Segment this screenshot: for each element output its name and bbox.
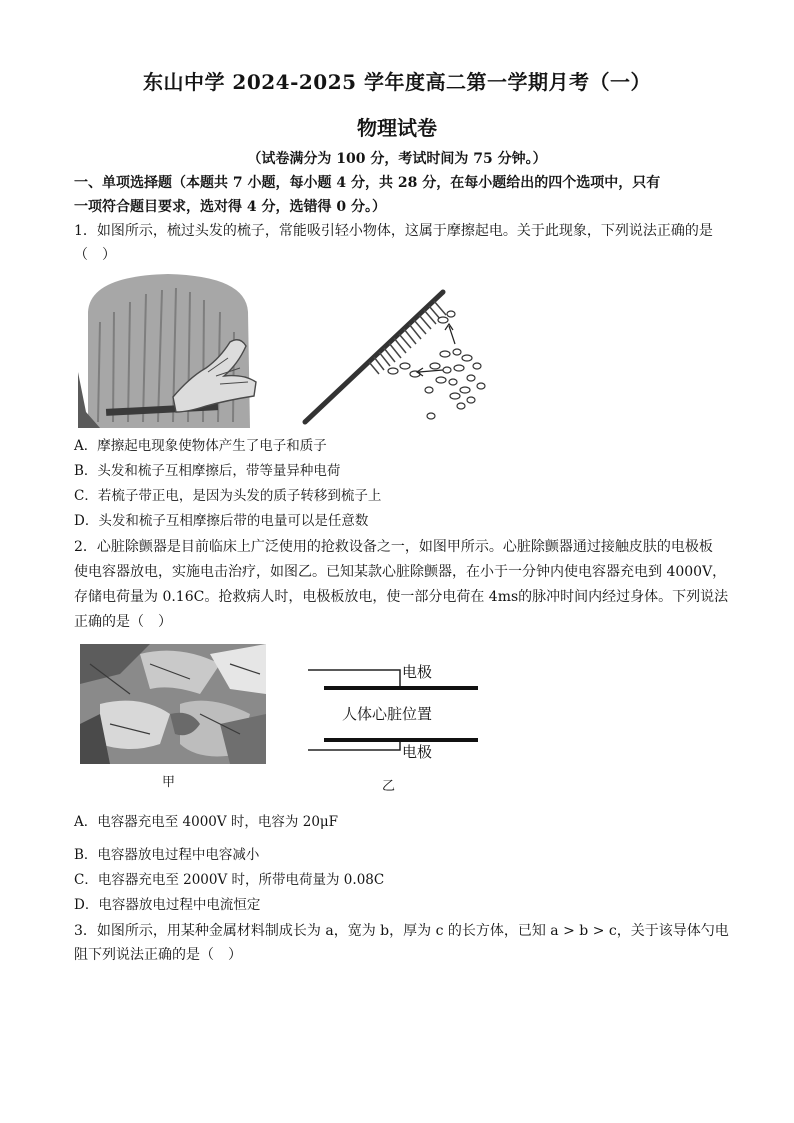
q1-comb-diagram — [295, 282, 495, 432]
exam-title: 东山中学 2024-2025 学年度高二第一学期月考（一） — [142, 70, 652, 94]
exam-note: （试卷满分为 100 分，考试时间为 75 分钟。） — [247, 151, 547, 167]
q2-heart-position-label: 人体心脏位置 — [342, 705, 433, 723]
q1-hair-comb-photo — [78, 272, 264, 428]
q2-option-a: A．电容器充电至 4000V 时，电容为 20μF — [74, 814, 339, 830]
exam-subject: 物理试卷 — [357, 116, 437, 140]
q2-option-c: C．电容器充电至 2000V 时，所带电荷量为 0.08C — [74, 872, 385, 888]
q1-option-c: C．若梳子带正电，是因为头发的质子转移到梳子上 — [74, 488, 382, 504]
q3-stem-line1: 3．如图所示，用某种金属材料制成长为 a，宽为 b，厚为 c 的长方体，已知 a > b > c，关于该导体勺电 — [74, 923, 729, 939]
q2-defibrillator-photo — [80, 644, 266, 764]
q2-stem-line2: 使电容器放电，实施电击治疗，如图乙。已知某款心脏除颤器，在小于一分钟内使电容器充电到 4000V， — [74, 564, 727, 580]
q1-option-b: B．头发和梳子互相摩擦后，带等量异种电荷 — [74, 463, 341, 479]
q2-stem-line4: 正确的是（ ） — [74, 614, 172, 630]
q2-stem-line1: 2．心脏除颤器是目前临床上广泛使用的抢救设备之一，如图甲所示。心脏除颤器通过接触皮肤的电极板 — [74, 539, 713, 555]
q2-electrode-label-bottom: 电极 — [402, 743, 433, 761]
q2-figure-label-yi: 乙 — [382, 779, 396, 794]
q1-option-a: A．摩擦起电现象使物体产生了电子和质子 — [74, 438, 327, 454]
q1-stem-line1: 1．如图所示，梳过头发的梳子，常能吸引轻小物体，这属于摩擦起电。关于此现象，下列说法正确的是 — [74, 223, 713, 239]
section-heading-line1: 一、单项选择题（本题共 7 小题，每小题 4 分，共 28 分，在每小题给出的四个选项中，只有 — [74, 175, 661, 191]
section-heading-line2: 一项符合题目要求，选对得 4 分，选错得 0 分。） — [74, 199, 386, 215]
q2-stem-line3: 存储电荷量为 0.16C。抢救病人时，电极板放电，使一部分电荷在 4ms的脉冲时间内经过身体。下列说法 — [74, 589, 729, 605]
q2-option-d: D．电容器放电过程中电流恒定 — [74, 897, 261, 913]
q2-option-b: B．电容器放电过程中电容减小 — [74, 847, 260, 863]
q3-stem-line2: 阻下列说法正确的是（ ） — [74, 947, 242, 963]
q1-stem-line2: （ ） — [74, 247, 116, 263]
q2-electrode-label-top: 电极 — [402, 663, 433, 681]
q1-option-d: D．头发和梳子互相摩擦后带的电量可以是任意数 — [74, 513, 369, 529]
q2-figure-label-jia: 甲 — [162, 775, 176, 790]
